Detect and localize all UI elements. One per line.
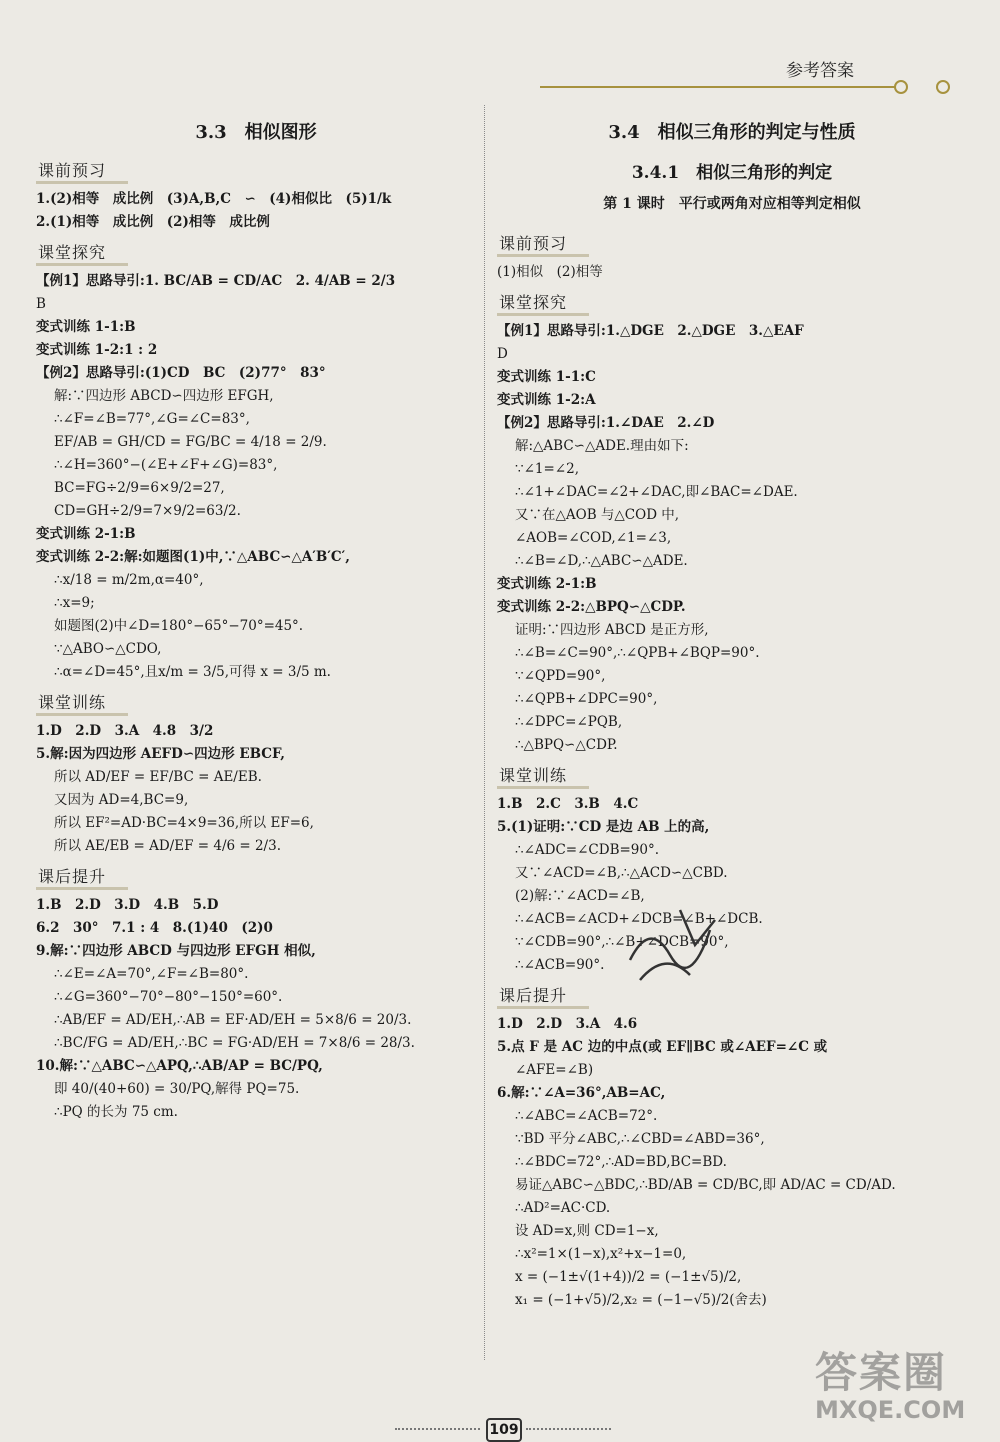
right-column [497, 112, 967, 1312]
answer-line: 设 AD=x,则 CD=1−x, [515, 1223, 659, 1239]
block-tag: 课堂探究 [36, 240, 128, 266]
answer-line: x = (−1±√(1+4))/2 = (−1±√5)/2, [515, 1269, 742, 1285]
answer-line: ∴∠ACB=90°. [515, 957, 605, 973]
answer-line: 所以 AD/EF = EF/BC = AE/EB. [54, 769, 262, 785]
answer-line: 1.(2)相等 成比例 (3)A,B,C ∽ (4)相似比 (5)1/k [36, 191, 392, 207]
watermark-logo: 答案圈 [815, 1348, 948, 1397]
section-title-3-3: 3.3 相似图形 [195, 122, 317, 143]
answer-line: ∴∠ADC=∠CDB=90°. [515, 842, 660, 858]
answer-line: 证明:∵四边形 ABCD 是正方形, [515, 622, 709, 638]
answer-line: 6.解:∵∠A=36°,AB=AC, [497, 1085, 666, 1101]
answer-line: ∵BD 平分∠ABC,∴∠CBD=∠ABD=36°, [515, 1131, 765, 1147]
answer-line: ∴△BPQ∽△CDP. [515, 737, 618, 753]
left-column [36, 112, 476, 1124]
answer-line: 变式训练 2-2:△BPQ∽△CDP. [497, 599, 686, 615]
answer-line: ∠AFE=∠B) [515, 1062, 594, 1078]
answer-line: CD=GH÷2/9=7×9/2=63/2. [54, 503, 241, 519]
answer-line: EF/AB = GH/CD = FG/BC = 4/18 = 2/9. [54, 434, 327, 450]
answer-line: ∵∠1=∠2, [515, 461, 579, 477]
answer-line: 6.2 30° 7.1 : 4 8.(1)40 (2)0 [36, 920, 273, 936]
answer-line: 又∵∠ACD=∠B,∴△ACD∽△CBD. [515, 865, 728, 881]
answer-line: 又∵在△AOB 与△COD 中, [515, 507, 680, 523]
answer-line: 变式训练 1-1:C [497, 369, 596, 385]
block-tag: 课前预习 [36, 158, 128, 184]
answer-line: ∴∠ABC=∠ACB=72°. [515, 1108, 658, 1124]
answer-line: ∴AB/EF = AD/EH,∴AB = EF·AD/EH = 5×8/6 = 20/3. [54, 1012, 412, 1028]
answer-line: 5.点 F 是 AC 边的中点(或 EF∥BC 或∠AEF=∠C 或 [497, 1039, 828, 1055]
answer-line: D [497, 346, 508, 362]
answer-line: 变式训练 1-2:A [497, 392, 596, 408]
answer-line: (2)解:∵∠ACD=∠B, [515, 888, 645, 904]
answer-line: ∴α=∠D=45°,且x/m = 3/5,可得 x = 3/5 m. [54, 664, 331, 680]
answer-line: ∴PQ 的长为 75 cm. [54, 1104, 178, 1120]
answer-line: 【例2】思路导引:1.∠DAE 2.∠D [497, 415, 715, 431]
answer-line: 10.解:∵△ABC∽△APQ,∴AB/AP = BC/PQ, [36, 1058, 323, 1074]
right-blocks [497, 225, 967, 1312]
left-blocks [36, 152, 476, 1124]
watermark-url: MXQE.COM [815, 1396, 966, 1424]
answer-line: ∴∠ACB=∠ACD+∠DCB=∠B+∠DCB. [515, 911, 763, 927]
answer-line: 5.(1)证明:∵CD 是边 AB 上的高, [497, 819, 710, 835]
answer-line: ∴AD²=AC·CD. [515, 1200, 611, 1216]
subsection-title: 3.4.1 相似三角形的判定 [631, 163, 833, 183]
answer-line: 9.解:∵四边形 ABCD 与四边形 EFGH 相似, [36, 943, 316, 959]
answer-line: 2.(1)相等 成比例 (2)相等 成比例 [36, 214, 270, 230]
lesson-title: 第 1 课时 平行或两角对应相等判定相似 [603, 196, 861, 212]
answer-line: x₁ = (−1+√5)/2,x₂ = (−1−√5)/2(舍去) [515, 1292, 767, 1308]
answer-line: B [36, 296, 46, 312]
answer-line: 【例2】思路导引:(1)CD BC (2)77° 83° [36, 365, 326, 381]
answer-line: ∴BC/FG = AD/EH,∴BC = FG·AD/EH = 7×8/6 = 28/3. [54, 1035, 415, 1051]
block-tag: 课后提升 [36, 864, 128, 890]
answer-line: ∴∠DPC=∠PQB, [515, 714, 623, 730]
answer-line: ∴∠F=∠B=77°,∠G=∠C=83°, [54, 411, 250, 427]
block-tag: 课前预习 [497, 231, 589, 257]
answer-line: ∴∠E=∠A=70°,∠F=∠B=80°. [54, 966, 249, 982]
answer-line: 所以 EF²=AD·BC=4×9=36,所以 EF=6, [54, 815, 314, 831]
answer-line: 变式训练 2-2:解:如题图(1)中,∵△ABC∽△A′B′C′, [36, 549, 350, 565]
answer-line: 【例1】思路导引:1. BC/AB = CD/AC 2. 4/AB = 2/3 [36, 273, 396, 289]
answer-line: 1.D 2.D 3.A 4.8 3/2 [36, 723, 214, 739]
watermark [815, 1340, 965, 1424]
answer-line: 5.解:因为四边形 AEFD∽四边形 EBCF, [36, 746, 285, 762]
block-tag: 课后提升 [497, 983, 589, 1009]
header-ornament-icon [936, 80, 950, 94]
answer-line: ∴x=9; [54, 595, 95, 611]
section-title-3-4: 3.4 相似三角形的判定与性质 [608, 122, 856, 143]
answer-line: 如题图(2)中∠D=180°−65°−70°=45°. [54, 618, 304, 634]
answer-line: 解:△ABC∽△ADE.理由如下: [515, 438, 689, 454]
answer-line: 1.B 2.D 3.D 4.B 5.D [36, 897, 219, 913]
answer-line: ∴∠QPB+∠DPC=90°, [515, 691, 658, 707]
block-tag: 课堂训练 [36, 690, 128, 716]
answer-line: ∴∠B=∠D,∴△ABC∽△ADE. [515, 553, 688, 569]
answer-line: 【例1】思路导引:1.△DGE 2.△DGE 3.△EAF [497, 323, 804, 339]
answer-line: ∴∠1+∠DAC=∠2+∠DAC,即∠BAC=∠DAE. [515, 484, 798, 500]
answer-line: 解:∵四边形 ABCD∽四边形 EFGH, [54, 388, 274, 404]
answer-line: 1.B 2.C 3.B 4.C [497, 796, 639, 812]
header-rule [540, 86, 900, 88]
answer-line: 变式训练 2-1:B [497, 576, 597, 592]
answer-line: 1.D 2.D 3.A 4.6 [497, 1016, 638, 1032]
block-tag: 课堂训练 [497, 763, 589, 789]
answer-line: ∴∠H=360°−(∠E+∠F+∠G)=83°, [54, 457, 278, 473]
answer-line: ∠AOB=∠COD,∠1=∠3, [515, 530, 672, 546]
answer-line: 易证△ABC∽△BDC,∴BD/AB = CD/BC,即 AD/AC = CD/AD. [515, 1177, 896, 1193]
answer-line: ∵∠QPD=90°, [515, 668, 606, 684]
answer-line: BC=FG÷2/9=6×9/2=27, [54, 480, 225, 496]
answer-line: 变式训练 1-2:1 : 2 [36, 342, 158, 358]
page-number: 109 [486, 1418, 522, 1442]
answer-line: (1)相似 (2)相等 [497, 264, 603, 280]
answer-line: 变式训练 1-1:B [36, 319, 136, 335]
header-ornament-icon [894, 80, 908, 94]
answer-line: ∵△ABO∽△CDO, [54, 641, 162, 657]
handwriting-scribble-icon [620, 900, 730, 990]
answer-line: ∵∠CDB=90°,∴∠B+∠DCB=90°, [515, 934, 729, 950]
answer-line: ∴∠G=360°−70°−80°−150°=60°. [54, 989, 283, 1005]
answer-line: 又因为 AD=4,BC=9, [54, 792, 189, 808]
answer-line: 变式训练 2-1:B [36, 526, 136, 542]
column-divider [484, 105, 485, 1360]
answer-line: 即 40/(40+60) = 30/PQ,解得 PQ=75. [54, 1081, 300, 1097]
answer-line: ∴x/18 = m/2m,α=40°, [54, 572, 204, 588]
block-tag: 课堂探究 [497, 290, 589, 316]
page-number-dots-right [526, 1428, 611, 1430]
answer-line: ∴∠BDC=72°,∴AD=BD,BC=BD. [515, 1154, 727, 1170]
answer-line: ∴x²=1×(1−x),x²+x−1=0, [515, 1246, 687, 1262]
answer-line: 所以 AE/EB = AD/EF = 4/6 = 2/3. [54, 838, 281, 854]
page-number-dots-left [395, 1428, 480, 1430]
answer-line: ∴∠B=∠C=90°,∴∠QPB+∠BQP=90°. [515, 645, 760, 661]
header-title: 参考答案 [786, 61, 854, 81]
